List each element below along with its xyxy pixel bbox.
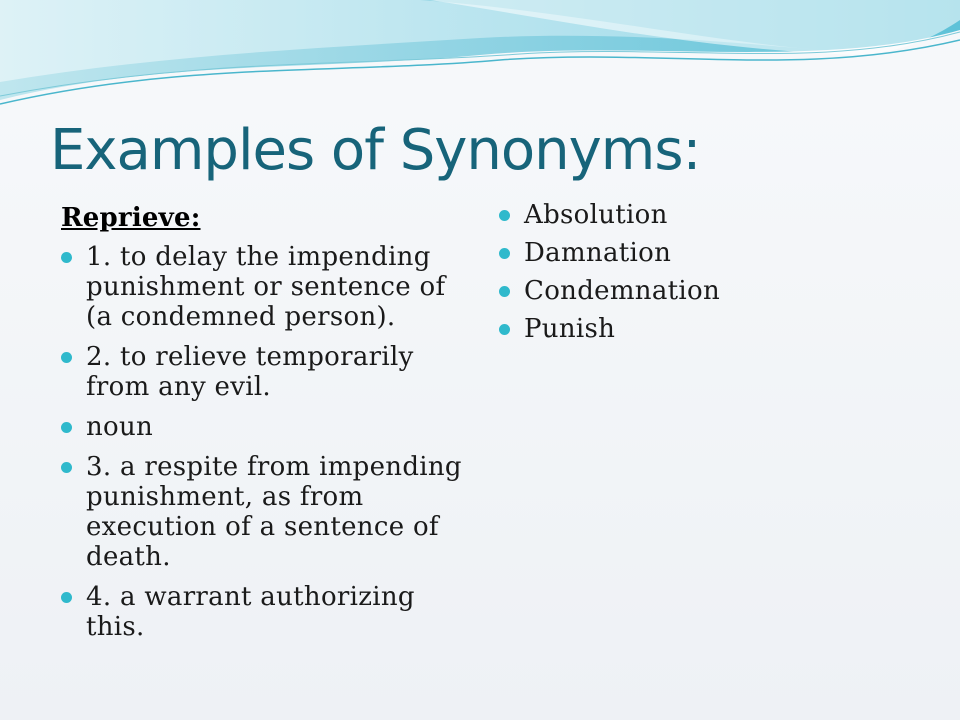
bullet-icon xyxy=(61,422,72,433)
synonym-list xyxy=(496,200,916,344)
definition-text: 2. to relieve temporarily from any evil. xyxy=(86,342,414,402)
synonym-text: Condemnation xyxy=(524,276,720,306)
header-wave-decoration xyxy=(0,0,960,120)
list-item xyxy=(496,200,916,230)
bullet-icon xyxy=(61,252,72,263)
list-item xyxy=(58,242,468,332)
bullet-icon xyxy=(499,248,510,259)
synonym-text: Absolution xyxy=(524,200,668,230)
list-item xyxy=(58,342,468,402)
slide-title: Examples of Synonyms: xyxy=(50,118,701,183)
list-item xyxy=(58,582,468,642)
bullet-icon xyxy=(499,286,510,297)
left-column xyxy=(58,200,468,652)
term-heading: Reprieve: xyxy=(61,203,201,233)
bullet-icon xyxy=(499,210,510,221)
list-item xyxy=(496,238,916,268)
bullet-icon xyxy=(61,352,72,363)
definition-text: 3. a respite from impending punishment, as from execution of a sentence of death. xyxy=(86,452,462,572)
definition-text: 1. to delay the impending punishment or sentence of (a condemned person). xyxy=(86,242,446,332)
synonym-text: Damnation xyxy=(524,238,672,268)
right-column xyxy=(496,200,916,352)
bullet-icon xyxy=(61,462,72,473)
list-item xyxy=(496,314,916,344)
synonym-text: Punish xyxy=(524,314,616,344)
list-item xyxy=(496,276,916,306)
definition-text: 4. a warrant authorizing this. xyxy=(86,582,415,642)
list-item xyxy=(58,412,468,442)
definition-list xyxy=(58,242,468,642)
list-item xyxy=(58,452,468,572)
bullet-icon xyxy=(499,324,510,335)
bullet-icon xyxy=(61,592,72,603)
definition-text: noun xyxy=(86,412,154,442)
